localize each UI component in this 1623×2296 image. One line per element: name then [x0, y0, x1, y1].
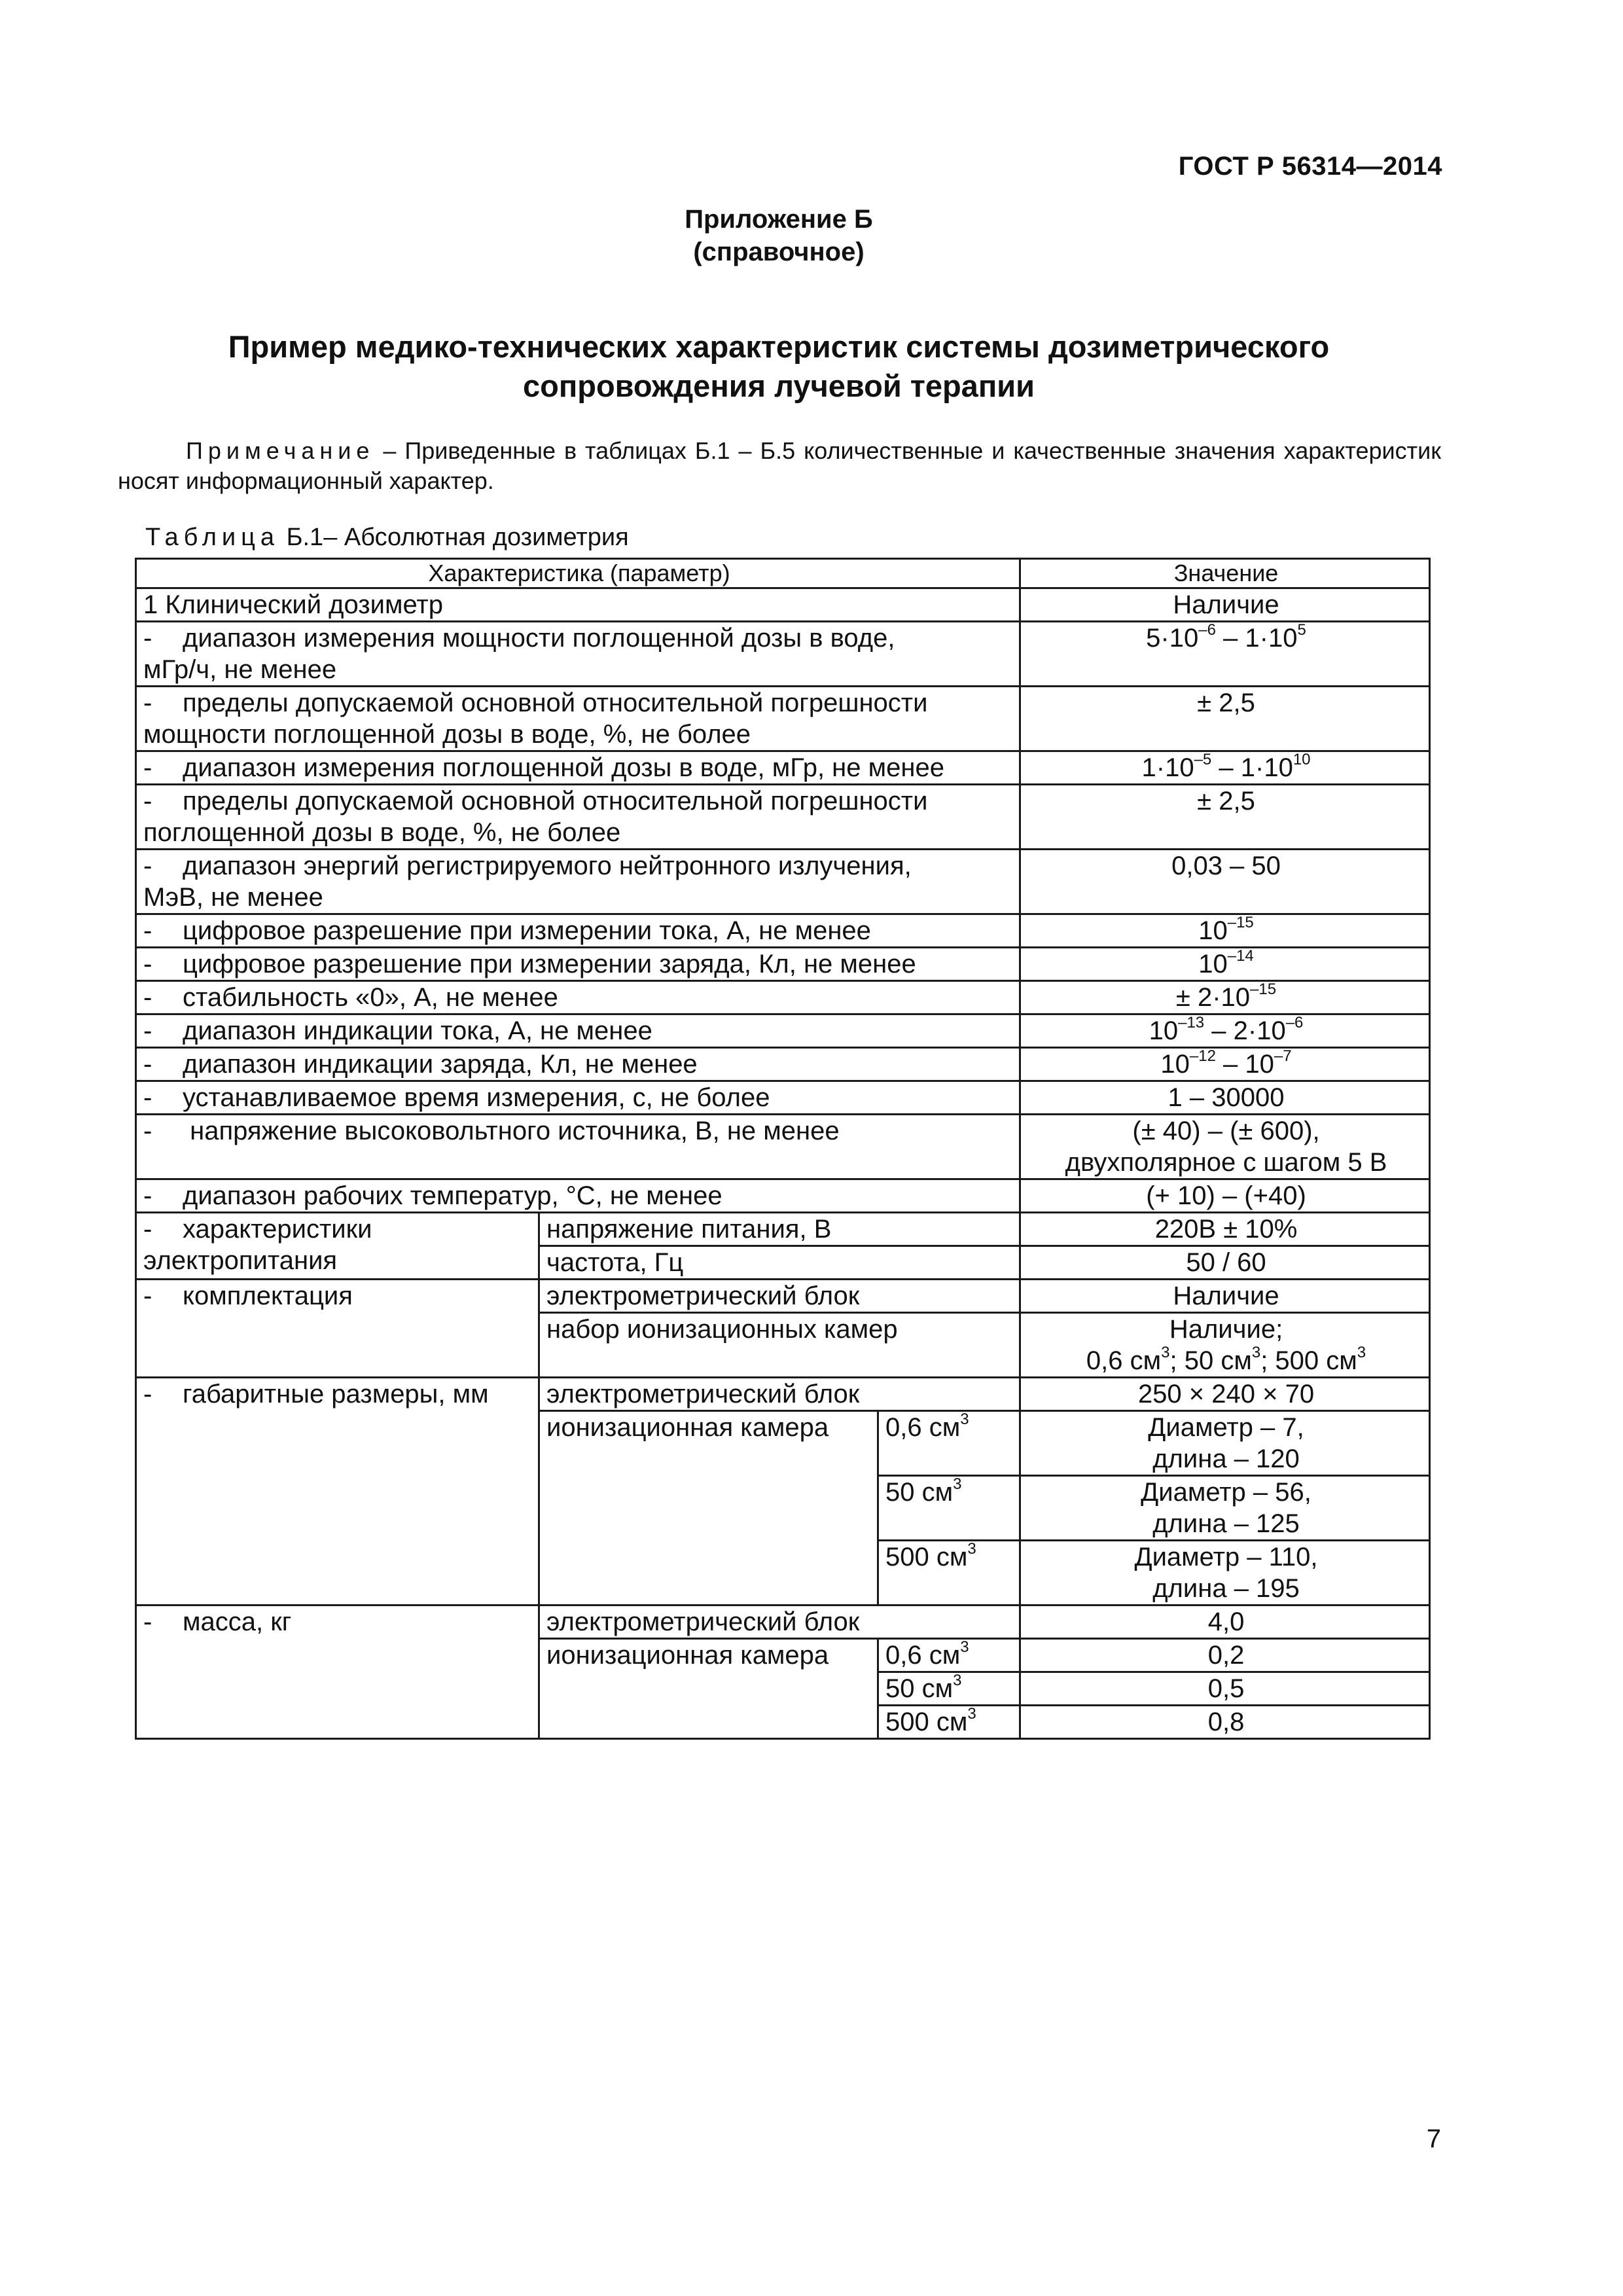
- value-cell: 0,03 – 50: [1020, 850, 1430, 914]
- volume-cell: 0,6 $см^3$: [878, 1639, 1020, 1672]
- header-parameter: Характеристика (параметр): [136, 559, 1020, 588]
- param-cell: - масса, кг: [136, 1605, 539, 1739]
- table-row: [136, 1378, 1430, 1411]
- value-cell: 0,5: [1020, 1672, 1430, 1706]
- note-paragraph: [118, 436, 1441, 496]
- param-cell: - цифровое разрешение при измерении заряда, Кл, не менее: [136, 948, 1020, 981]
- value-cell: 50 / 60: [1020, 1246, 1430, 1280]
- sub-param-cell: напряжение питания, В: [539, 1213, 1020, 1246]
- param-cell: - диапазон рабочих температур, °С, не менее: [136, 1179, 1020, 1213]
- table-row: [136, 1048, 1430, 1081]
- value-cell: 0,2: [1020, 1639, 1430, 1672]
- value-cell: $10^{-15}$: [1020, 914, 1430, 948]
- param-cell: - стабильность «0», А, не менее: [136, 981, 1020, 1014]
- value-cell: ± 2,5: [1020, 687, 1430, 751]
- note-text: – Приведенные в таблицах Б.1 – Б.5 количественные и качественные значения характеристик носят информационный характер.: [118, 437, 1441, 494]
- table-row: [136, 1014, 1430, 1048]
- value-cell: (± 40) – (± 600), двухполярное с шагом 5 В: [1020, 1115, 1430, 1179]
- param-cell: - диапазон индикации тока, А, не менее: [136, 1014, 1020, 1048]
- param-cell: - диапазон измерения мощности поглощенной дозы в воде, мГр/ч, не менее: [136, 622, 1020, 687]
- note-label: Примечание: [186, 437, 375, 464]
- sub-param-cell: набор ионизационных камер: [539, 1313, 1020, 1378]
- table-row: [136, 1115, 1430, 1179]
- value-cell: $10^{-12} - 10^{-7}$: [1020, 1048, 1430, 1081]
- param-cell: - диапазон измерения поглощенной дозы в воде, мГр, не менее: [136, 751, 1020, 785]
- param-cell: 1 Клинический дозиметр: [136, 588, 1020, 622]
- value-cell: Наличие; 0,6 $см^3$; 50 $см^3$; 500 $см^3$: [1020, 1313, 1430, 1378]
- param-cell: - устанавливаемое время измерения, с, не более: [136, 1081, 1020, 1115]
- sub-param-cell: ионизационная камера: [539, 1411, 878, 1605]
- value-cell: Диаметр – 56, длина – 125: [1020, 1476, 1430, 1541]
- value-cell: $10^{-14}$: [1020, 948, 1430, 981]
- value-cell: 220В ± 10%: [1020, 1213, 1430, 1246]
- volume-cell: 50 $см^3$: [878, 1672, 1020, 1706]
- value-cell: 0,8: [1020, 1706, 1430, 1739]
- value-cell: Наличие: [1020, 588, 1430, 622]
- value-cell: $10^{-13} - 2\cdot 10^{-6}$: [1020, 1014, 1430, 1048]
- value-cell: 1 – 30000: [1020, 1081, 1430, 1115]
- value-cell: Диаметр – 110, длина – 195: [1020, 1541, 1430, 1605]
- document-title: [0, 327, 1558, 406]
- param-cell: - цифровое разрешение при измерении тока, А, не менее: [136, 914, 1020, 948]
- header-value: Значение: [1020, 559, 1430, 588]
- value-cell: 4,0: [1020, 1605, 1430, 1639]
- param-cell: - пределы допускаемой основной относительной погрешности поглощенной дозы в воде, %, не более: [136, 785, 1020, 850]
- volume-cell: 50 $см^3$: [878, 1476, 1020, 1541]
- table-row: [136, 622, 1430, 687]
- value-cell: Наличие: [1020, 1280, 1430, 1313]
- param-cell: - напряжение высоковольтного источника, В, не менее: [136, 1115, 1020, 1179]
- title-line-2: сопровождения лучевой терапии: [523, 368, 1035, 403]
- sub-param-cell: ионизационная камера: [539, 1639, 878, 1739]
- value-cell: Диаметр – 7, длина – 120: [1020, 1411, 1430, 1476]
- appendix-title: Приложение Б: [685, 205, 873, 234]
- title-line-1: Пример медико-технических характеристик системы дозиметрического: [228, 329, 1330, 364]
- param-cell: - диапазон индикации заряда, Кл, не менее: [136, 1048, 1020, 1081]
- table-row: [136, 1213, 1430, 1246]
- table-row: [136, 1081, 1430, 1115]
- table-header-row: [136, 559, 1430, 588]
- table-caption: [145, 524, 629, 552]
- table-row: [136, 914, 1430, 948]
- dosimetry-table: [135, 558, 1431, 1740]
- param-cell: - характеристики электропитания: [136, 1213, 539, 1280]
- volume-cell: 500 $см^3$: [878, 1706, 1020, 1739]
- table-row: [136, 687, 1430, 751]
- table-caption-text: Б.1– Абсолютная дозиметрия: [286, 524, 629, 551]
- table-row: [136, 1605, 1430, 1639]
- table-row: [136, 785, 1430, 850]
- appendix-type: (справочное): [693, 238, 865, 266]
- table-row: [136, 981, 1430, 1014]
- value-cell: (+ 10) – (+40): [1020, 1179, 1430, 1213]
- sub-param-cell: электрометрический блок: [539, 1605, 1020, 1639]
- sub-param-cell: частота, Гц: [539, 1246, 1020, 1280]
- table-row: [136, 948, 1430, 981]
- sub-param-cell: электрометрический блок: [539, 1378, 1020, 1411]
- standard-number: ГОСТ Р 56314—2014: [1178, 152, 1442, 181]
- value-cell: ± 2,5: [1020, 785, 1430, 850]
- table-row: [136, 850, 1430, 914]
- volume-cell: 500 $см^3$: [878, 1541, 1020, 1605]
- volume-cell: 0,6 $см^3$: [878, 1411, 1020, 1476]
- value-cell: ± $2\cdot 10^{-15}$: [1020, 981, 1430, 1014]
- table-row: [136, 588, 1430, 622]
- value-cell: $5\cdot 10^{-6} - 1\cdot 10^5$: [1020, 622, 1430, 687]
- page-number: 7: [1426, 2125, 1441, 2153]
- sub-param-cell: электрометрический блок: [539, 1280, 1020, 1313]
- table-caption-label: Таблица: [145, 524, 279, 551]
- table-row: [136, 1179, 1430, 1213]
- value-cell: 250 × 240 × 70: [1020, 1378, 1430, 1411]
- param-cell: - пределы допускаемой основной относительной погрешности мощности поглощенной дозы в воде, %, не более: [136, 687, 1020, 751]
- value-cell: $1\cdot 10^{-5} - 1\cdot 10^{10}$: [1020, 751, 1430, 785]
- table-row: [136, 751, 1430, 785]
- param-cell: - диапазон энергий регистрируемого нейтронного излучения, МэВ, не менее: [136, 850, 1020, 914]
- table-row: [136, 1280, 1430, 1313]
- param-cell: - комплектация: [136, 1280, 539, 1378]
- appendix-heading: [0, 203, 1558, 268]
- param-cell: - габаритные размеры, мм: [136, 1378, 539, 1605]
